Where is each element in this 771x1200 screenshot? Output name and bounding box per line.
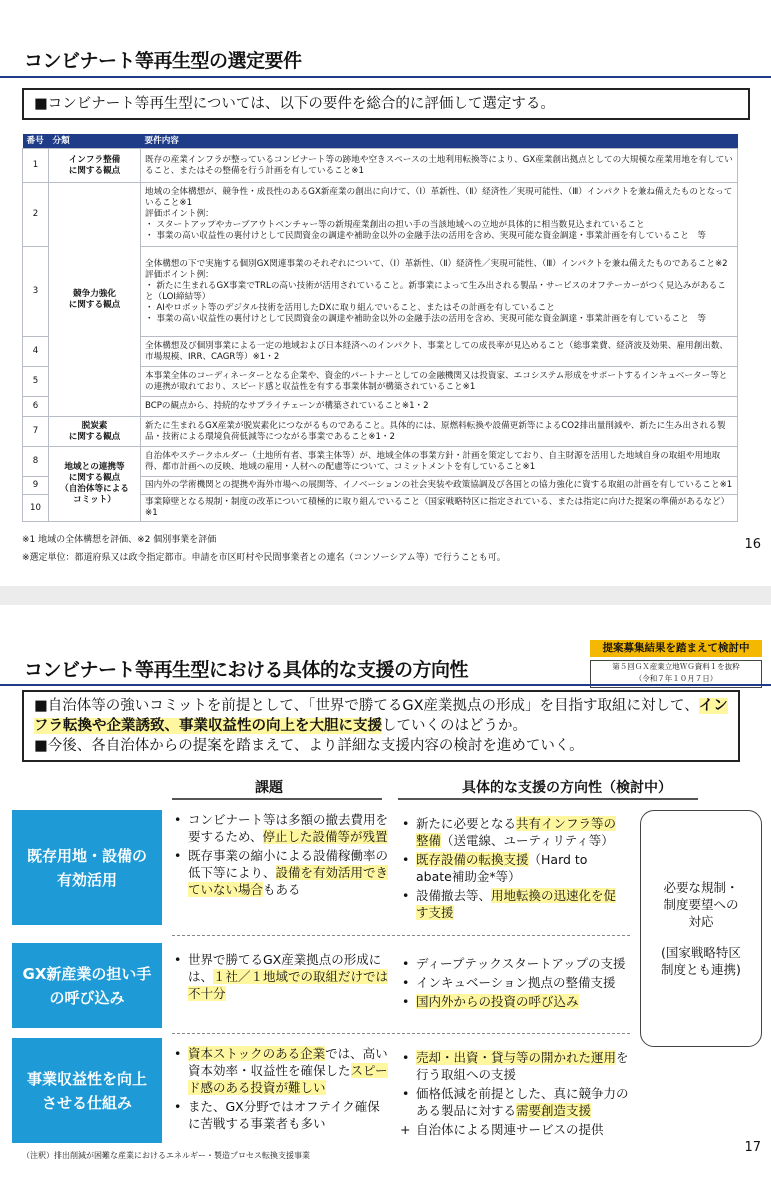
list-item: • 価格低減を前提とした、真に競争力のある製品に対する需要創造支援	[400, 1085, 630, 1119]
column-divider-issues	[172, 798, 382, 800]
title-divider	[0, 684, 771, 686]
status-badge: 提案募集結果を踏まえて検討中	[590, 640, 762, 657]
title-divider	[0, 76, 771, 78]
page-title: コンビナート等再生型の選定要件	[24, 50, 302, 72]
regulatory-text: 必要な規制・	[663, 880, 739, 895]
table-row	[23, 149, 738, 183]
list-item: • また、GX分野ではオフテイク確保に苦戦する事業者も多い	[172, 1098, 390, 1132]
page-number: 16	[744, 537, 761, 552]
list-item: • 世界で勝てるGX産業拠点の形成には、１社／１地域での取組だけでは不十分	[172, 951, 390, 1002]
list-item: • 新たに必要となる共有インフラ等の整備（送電線、ユーティリティ等）	[400, 815, 625, 849]
slide-16	[0, 0, 771, 586]
issues-list	[172, 951, 390, 1004]
footnote-unit: ※選定単位：都道府県又は政令指定都市。申請を市区町村や民間事業者との連名（コンソーシアム等）で行うことも可。	[22, 553, 506, 563]
column-header-issues: 課題	[255, 780, 283, 796]
column-header-support: 具体的な支援の方向性（検討中）	[462, 780, 672, 796]
header-category: 分類	[49, 134, 141, 149]
list-item: • ディープテックスタートアップの支援	[400, 955, 630, 972]
list-item: • 国内外からの投資の呼び込み	[400, 993, 630, 1010]
requirement-cell: 全体構想及び個別事業による一定の地域および日本経済へのインパクト、事業としての成長率が見込めること（総事業費、経済波及効果、雇用創出数、市場規模、IRR、CAGR等）※1・2	[141, 337, 738, 367]
requirement-cell: 本事業全体のコーディネーターとなる企業や、資金的パートナーとしての金融機関又は投資家、エコシステム形成をサポートするインキュベーター等との連携が取れており、スピード感と収益性を有する事業体制が構築されていること※1	[141, 367, 738, 397]
row-number: 9	[23, 477, 49, 495]
list-item: • 売却・出資・貸与等の開かれた運用を行う取組への支援	[400, 1049, 630, 1083]
table-header-row	[23, 134, 738, 149]
header-number: 番号	[23, 134, 49, 149]
list-item: • コンビナート等は多額の撤去費用を要するため、停止した設備等が残置	[172, 811, 390, 845]
requirements-table	[22, 134, 738, 522]
table-row	[23, 447, 738, 477]
row-divider	[172, 935, 630, 936]
row-number: 4	[23, 337, 49, 367]
source-line-1: 第５回ＧＸ産業立地ＷＧ資料１を抜粋	[612, 662, 740, 671]
footnote: （注釈）排出削減が困難な産業におけるエネルギー・製造プロセス転換支援事業	[22, 1151, 310, 1160]
lead-text: ■自治体等の強いコミットを前提として、「世界で勝てるGX産業拠点の形成」を目指す取組に対して、	[34, 698, 699, 714]
requirement-cell: 全体構想の下で実施する個別GX関連事業のそれぞれについて、（Ⅰ）革新性、（Ⅱ）経済性／実現可能性、（Ⅲ）インパクトを兼ね備えたものであること※2 評価ポイント例： ・ 新たに生まれるGX事業でTRLの高い技術が活用されていること。新事業によって生み出される製品・サービスのオフテーカーがつく見込みがあること（LOI締結等） ・ AIやロボット等のデジタル技術を活用したDXに取り組んでいること、またはその計画を有していること ・ 事業の高い収益性の裏付けとして民間資金の調達や補助金以外の金融手法の活用を含め、実現可能な資金調達・事業計画を有していること 等	[141, 247, 738, 337]
column-divider-support	[398, 798, 698, 800]
page-number: 17	[744, 1140, 761, 1155]
row-label-gx-players: GX新産業の担い手 の呼び込み	[12, 943, 162, 1028]
lead-paragraph-1	[34, 696, 728, 736]
row-label-existing-assets: 既存用地・設備の 有効活用	[12, 810, 162, 925]
regulatory-text: (国家戦略特区	[661, 945, 741, 960]
regulatory-text: 対応	[688, 914, 714, 929]
requirement-cell: BCPの観点から、持続的なサプライチェーンが構築されていること※1・2	[141, 397, 738, 417]
category-cell	[49, 183, 141, 417]
row-number: 6	[23, 397, 49, 417]
support-list	[400, 815, 625, 923]
list-item: • 資本ストックのある企業では、高い資本効率・収益性を確保したスピード感のある投資が難しい	[172, 1045, 390, 1096]
page-title: コンビナート等再生型における具体的な支援の方向性	[24, 659, 469, 681]
support-list	[400, 955, 630, 1012]
lead-highlight: インフラ転換や企業誘致、事業収益性の向上を大胆に支援	[34, 698, 728, 734]
lead-paragraph-2: ■今後、各自治体からの提案を踏まえて、より詳細な支援内容の検討を進めていく。	[34, 738, 584, 754]
requirement-cell: 地域の全体構想が、競争性・成長性のあるGX新産業の創出に向けて、（Ⅰ）革新性、（Ⅱ）経済性／実現可能性、（Ⅲ）インパクトを兼ね備えたものとなっていること※1 評価ポイント例： ・ スタートアップやカーブアウトベンチャー等の新規産業創出の担い手の当該地域への立地が具体的に相当数見込まれていること ・ 事業の高い収益性の裏付けとして民間資金の調達や補助金以外の金融手法の活用を含め、実現可能な資金調達・事業計画を有していること 等	[141, 183, 738, 247]
category-cell	[49, 149, 141, 183]
row-number: 10	[23, 495, 49, 522]
row-divider	[172, 1033, 630, 1034]
list-item: + 自治体による関連サービスの提供	[400, 1121, 630, 1138]
list-item: • 設備撤去等、用地転換の迅速化を促す支援	[400, 887, 625, 921]
category-cell	[49, 447, 141, 522]
header-requirement: 要件内容	[141, 134, 738, 149]
list-item: • 既存設備の転換支援（Hard to abate補助金*等）	[400, 851, 625, 885]
requirement-cell: 国内外の学術機関との提携や海外市場への展開等、イノベーションの社会実装や政策協調及び各国との協力強化に資する取組の計画を有していること※1	[141, 477, 738, 495]
requirement-cell: 新たに生まれるGX産業が脱炭素化につながるものであること。具体的には、原燃料転換や設備更新等によるCO2排出量削減や、新たに生み出される製品・技術による環境負荷低減等につながる事業であること※1・2	[141, 417, 738, 447]
category-label: 脱炭素 に関する観点	[68, 420, 121, 442]
lead-text: していくのはどうか。	[382, 718, 527, 734]
row-number: 2	[23, 183, 49, 247]
list-item: • インキュベーション拠点の整備支援	[400, 974, 630, 991]
category-label: インフラ整備 に関する観点	[68, 154, 121, 176]
regulatory-box	[640, 810, 762, 1047]
footnote-scope: ※1 地域の全体構想を評価、※2 個別事業を評価	[22, 535, 217, 545]
issues-list	[172, 811, 390, 900]
row-label-profitability: 事業収益性を向上 させる仕組み	[12, 1038, 162, 1143]
source-line-2: （令和７年１０月７日）	[634, 674, 718, 683]
requirement-cell: 自治体やステークホルダー（土地所有者、事業主体等）が、地域全体の事業方針・計画を策定しており、自主財源を活用した地域自身の取組や用地取得、都市計画への反映、地域の雇用・人材への配慮等について、コミットメントを有していること※1	[141, 447, 738, 477]
lead-box: ■コンビナート等再生型については、以下の要件を総合的に評価して選定する。	[22, 88, 750, 120]
list-item: • 既存事業の縮小による設備稼働率の低下等により、設備を有効活用できていない場合もある	[172, 847, 390, 898]
requirement-cell: 事業障壁となる規制・制度の改革について積極的に取り組んでいること（国家戦略特区に指定されている、または指定に向けた提案の準備があるなど）※1	[141, 495, 738, 522]
slide-separator	[0, 586, 771, 605]
category-cell	[49, 417, 141, 447]
category-label: 競争力強化 に関する観点	[68, 288, 121, 310]
issues-list	[172, 1045, 390, 1134]
row-number: 3	[23, 247, 49, 337]
category-label: 地域との連携等 に関する観点 （自治体等による コミット）	[60, 462, 129, 505]
slide-17	[0, 605, 771, 1200]
row-number: 5	[23, 367, 49, 397]
lead-box	[22, 690, 740, 762]
support-list	[400, 1049, 630, 1140]
requirement-cell: 既存の産業インフラが整っているコンビナート等の跡地や空きスペースの土地利用転換等により、GX産業創出拠点としての大規模な産業用地を有していること、またはその整備を行う計画を有していること※1	[141, 149, 738, 183]
table-row	[23, 183, 738, 247]
table-row	[23, 417, 738, 447]
regulatory-text: 制度要望への	[663, 897, 739, 912]
regulatory-text: 制度とも連携)	[661, 962, 741, 977]
row-number: 1	[23, 149, 49, 183]
row-number: 7	[23, 417, 49, 447]
row-number: 8	[23, 447, 49, 477]
